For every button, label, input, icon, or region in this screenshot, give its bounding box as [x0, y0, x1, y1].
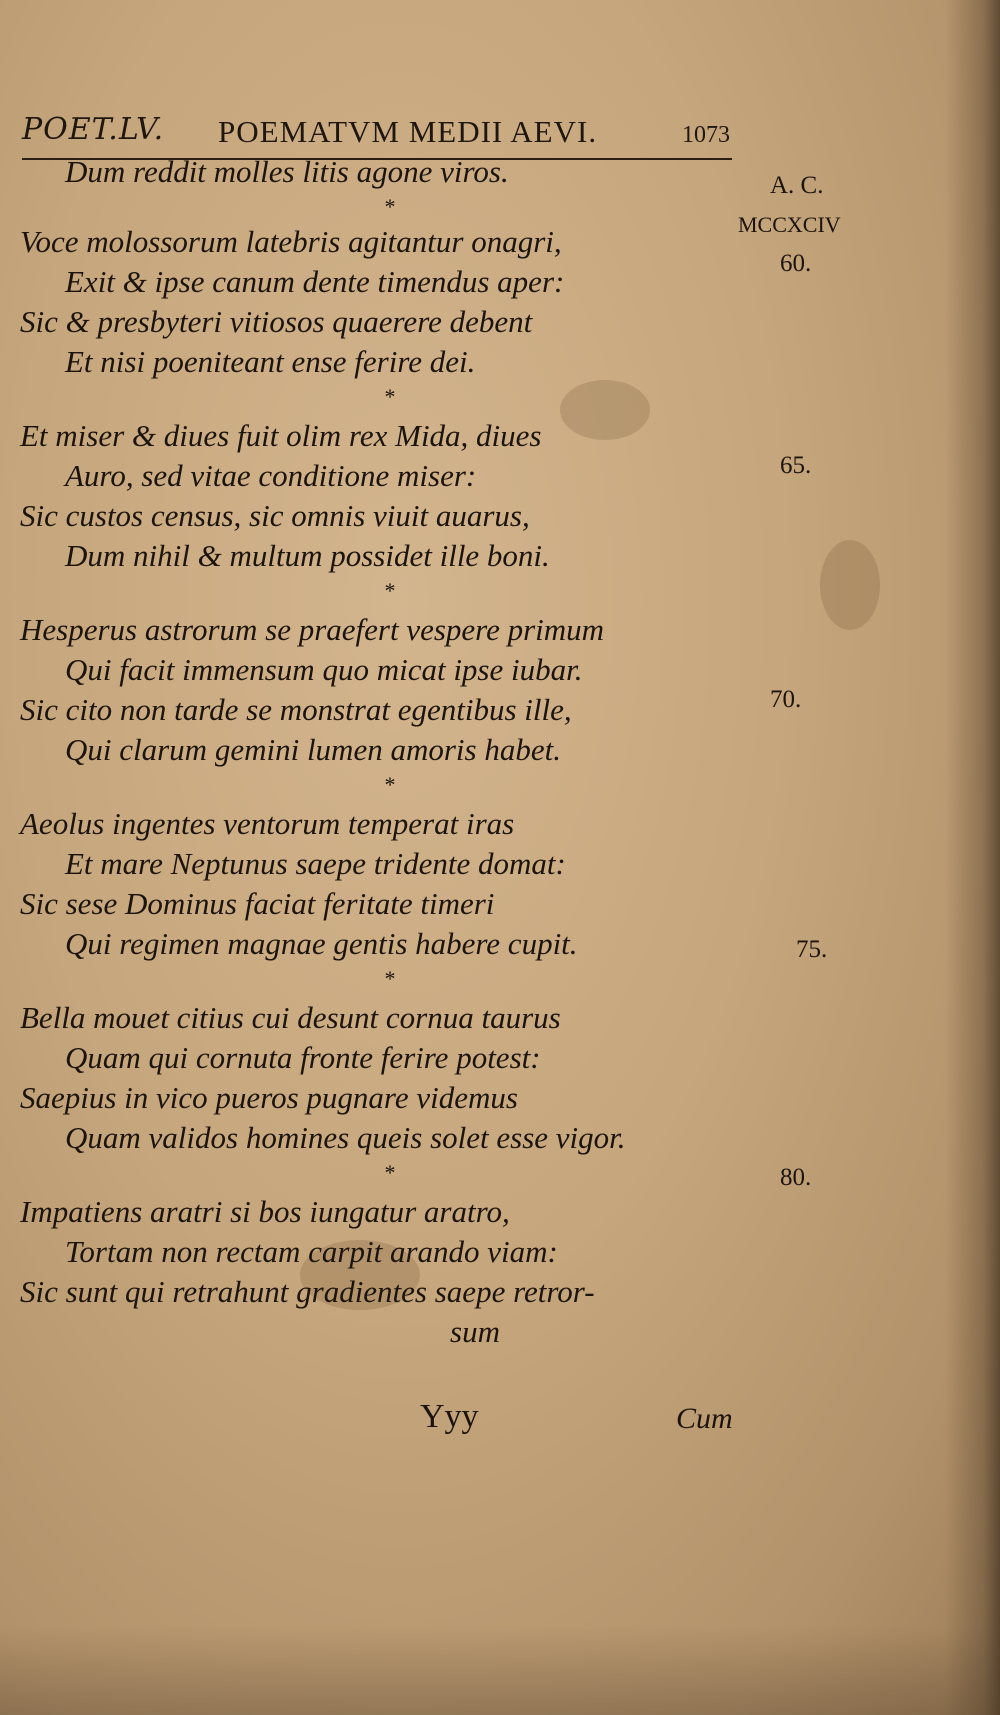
- verse-line: Saepius in vico pueros pugnare videmus: [20, 1080, 518, 1115]
- catchword: Cum: [676, 1402, 733, 1435]
- verse-line: Et miser & diues fuit olim rex Mida, diues: [20, 418, 542, 453]
- verse-line: Sic cito non tarde se monstrat egentibus ille,: [20, 692, 572, 727]
- stanza-separator: *: [384, 578, 396, 603]
- line-number: 65.: [780, 452, 812, 479]
- stanza-separator: *: [384, 384, 396, 409]
- page-footer: [0, 1398, 1000, 1448]
- verse-line: Exit & ipse canum dente timendus aper:: [65, 264, 565, 299]
- verse-line: Et mare Neptunus saepe tridente domat:: [65, 846, 566, 881]
- verse-line: Et nisi poeniteant ense ferire dei.: [65, 344, 476, 379]
- verse-line: Impatiens aratri si bos iungatur aratro,: [20, 1194, 510, 1229]
- verse-line: Qui facit immensum quo micat ipse iubar.: [65, 652, 583, 687]
- verse-line: Dum reddit molles litis agone viros.: [65, 154, 509, 189]
- verse-line: Qui regimen magnae gentis habere cupit.: [65, 926, 578, 961]
- verse-line: sum: [450, 1314, 500, 1349]
- verse-line: Sic sese Dominus faciat feritate timeri: [20, 886, 495, 921]
- verse-line: Voce molossorum latebris agitantur onagri,: [20, 224, 562, 259]
- verse-line: Quam validos homines queis solet esse vigor.: [65, 1120, 626, 1155]
- page-number: 1073: [682, 122, 730, 148]
- verse-line: Sic custos census, sic omnis viuit auarus,: [20, 498, 530, 533]
- header-title: POEMATVM MEDII AEVI.: [218, 114, 598, 149]
- verse-line: Sic sunt qui retrahunt gradientes saepe retror-: [20, 1274, 595, 1309]
- stanza-separator: *: [384, 772, 396, 797]
- poem-text: [20, 152, 740, 1352]
- verse-line: Quam qui cornuta fronte ferire potest:: [65, 1040, 541, 1075]
- verse-line: Hesperus astrorum se praefert vespere primum: [20, 612, 605, 647]
- margin-year: MCCXCIV: [738, 212, 841, 237]
- verse-line: Qui clarum gemini lumen amoris habet.: [65, 732, 561, 767]
- line-number: 70.: [770, 686, 802, 713]
- signature-mark: Yyy: [420, 1398, 479, 1435]
- stanza-separator: *: [384, 1160, 396, 1185]
- page-bottom-shadow: [0, 1625, 1000, 1715]
- line-number: 75.: [796, 936, 828, 963]
- header-section: POET.LV.: [22, 112, 165, 147]
- stanza-separator: *: [384, 966, 396, 991]
- verse-line: Aeolus ingentes ventorum temperat iras: [20, 806, 515, 841]
- line-number: 80.: [780, 1164, 812, 1191]
- verse-line: Tortam non rectam carpit arando viam:: [65, 1234, 558, 1269]
- stanza-separator: *: [384, 194, 396, 219]
- margin-era: A. C.: [770, 172, 824, 199]
- verse-line: Dum nihil & multum possidet ille boni.: [65, 538, 550, 573]
- page-edge-shadow: [945, 0, 1000, 1715]
- verse-line: Sic & presbyteri vitiosos quaerere debent: [20, 304, 533, 339]
- verse-line: Bella mouet citius cui desunt cornua taurus: [20, 1000, 561, 1035]
- verse-line: Auro, sed vitae conditione miser:: [65, 458, 477, 493]
- line-number: 60.: [780, 250, 812, 277]
- paper-stain: [820, 540, 880, 630]
